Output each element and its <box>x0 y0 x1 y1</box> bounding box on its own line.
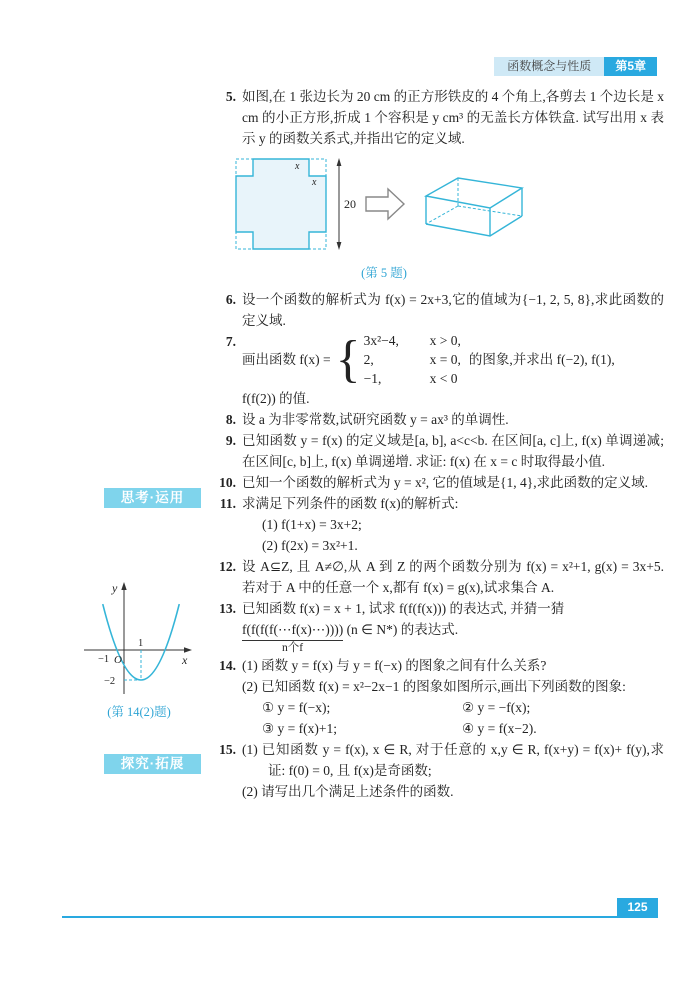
origin-label: O <box>114 654 122 666</box>
sub-item-1: (1) 已知函数 y = f(x), x ∈ R, 对于任意的 x,y ∈ R, f(x+y) = f(x)+ f(y),求证: f(0) = 0, 且 f(x)是奇函数; <box>242 742 664 778</box>
option-3: ③ y = f(x)+1; <box>262 721 337 736</box>
problem-text <box>242 739 664 802</box>
box-hidden-edges <box>426 178 522 224</box>
problem-text-continued: f(f(2)) 的值. <box>242 391 310 406</box>
footer-rule <box>62 916 658 918</box>
problem-number: 6. <box>225 292 236 307</box>
x-axis-label: x <box>182 653 188 667</box>
piece-expr: −1, <box>363 371 382 386</box>
cut-size-label-top: x <box>295 161 300 172</box>
sub-item-1: (1) 函数 y = f(x) 与 y = f(−x) 的图象之间有什么关系? <box>242 658 547 673</box>
piece-cond: x = 0, <box>429 352 461 367</box>
problem-number: 11. <box>219 496 236 511</box>
x-axis-arrow-icon <box>184 647 192 652</box>
problem-text: 设一个函数的解析式为 f(x) = 2x+3,它的值域为{−1, 2, 5, 8},求此函数的定义域. <box>242 292 664 328</box>
problem-10 <box>212 472 664 493</box>
box-top-rim <box>426 178 522 208</box>
problem-5 <box>212 86 664 149</box>
problem-number: 12. <box>219 559 236 574</box>
figure-problem-14-graph <box>78 576 200 721</box>
piece-cond: x < 0 <box>429 371 458 386</box>
problem-12 <box>212 556 664 598</box>
problem-13-tail: (n ∈ N*) 的表达式. <box>343 622 459 637</box>
problem-14 <box>212 655 664 739</box>
problem-text: 如图,在 1 张边长为 20 cm 的正方形铁皮的 4 个角上,各剪去 1 个边长是 x cm 的小正方形,折成 1 个容积是 y cm³ 的无盖长方体铁盒. 试写出用 x 表示 y 的函数关系式,并指出它的定义域. <box>242 89 664 146</box>
problem-13-line1: 已知函数 f(x) = x + 1, 试求 f(f(f(x))) 的表达式, 并猜一猜 <box>242 601 565 616</box>
problem-number: 5. <box>225 89 236 104</box>
problem-number: 9. <box>225 433 236 448</box>
problem-15 <box>212 739 664 802</box>
problem-text: 已知一个函数的解析式为 y = x², 它的值域是{1, 4},求此函数的定义域. <box>242 475 648 490</box>
left-brace: { <box>335 331 361 388</box>
problem-13 <box>212 598 664 655</box>
problem-number: 8. <box>225 412 236 427</box>
problem-8 <box>212 409 664 430</box>
piece-cond: x > 0, <box>429 333 461 348</box>
cut-corner-square <box>236 159 326 249</box>
underbrace-expression <box>242 619 343 655</box>
problem-text: 设 a 为非零常数,试研究函数 y = ax³ 的单调性. <box>242 412 509 427</box>
sub-item-2: (2) f(2x) = 3x²+1. <box>262 538 358 553</box>
y-axis-arrow-icon <box>121 582 126 590</box>
figure-5-drawing <box>226 154 542 258</box>
sub-item-2: (2) 请写出几个满足上述条件的函数. <box>242 784 454 799</box>
piecewise-function <box>242 331 664 388</box>
y-axis-label: y <box>112 581 118 595</box>
section-label-explore-extend: 探究·拓展 <box>104 754 201 774</box>
problem-9 <box>212 430 664 472</box>
problem-6 <box>212 289 664 331</box>
figure-caption-5: (第 5 题) <box>361 266 407 280</box>
page-number-badge: 125 <box>617 898 658 917</box>
problem-number: 13. <box>219 601 236 616</box>
y-tick-minus2: −2 <box>104 676 116 687</box>
transform-arrow-icon <box>366 189 404 219</box>
piece-expr: 2, <box>363 352 374 367</box>
problem-number: 7. <box>225 334 236 349</box>
problem-11 <box>212 493 664 556</box>
dimension-arrow-bottom-icon <box>337 242 342 250</box>
figure-problem-5 <box>226 154 542 264</box>
parabola-plot <box>78 576 200 698</box>
x-tick-minus1: −1 <box>98 654 110 665</box>
problem-number: 15. <box>219 742 236 757</box>
piecewise-prefix: 画出函数 f(x) = <box>242 352 331 367</box>
option-4: ④ y = f(x−2). <box>462 721 537 736</box>
problem-text <box>242 598 664 655</box>
problem-13-line2 <box>242 619 664 655</box>
option-2: ② y = −f(x); <box>462 700 531 715</box>
cut-size-label-side: x <box>312 177 317 188</box>
nested-f-expression: f(f(f(f(⋯f(x)⋯)))) <box>242 619 343 641</box>
box-bottom-edges <box>426 216 522 236</box>
dimension-arrow-top-icon <box>337 158 342 166</box>
problem-number: 10. <box>219 475 236 490</box>
option-grid <box>262 697 664 739</box>
problem-intro: 求满足下列条件的函数 f(x)的解析式: <box>242 496 459 511</box>
piece-expr: 3x²−4, <box>363 333 399 348</box>
problem-list <box>212 86 664 802</box>
option-1: ① y = f(−x); <box>262 700 331 715</box>
open-box-drawing <box>426 178 522 236</box>
piecewise-suffix: 的图象,并求出 f(−2), f(1), <box>468 352 615 367</box>
chapter-number-badge: 第5章 <box>604 57 657 76</box>
problem-number: 14. <box>219 658 236 673</box>
problem-text <box>242 493 664 556</box>
section-label-think-apply: 思考·运用 <box>104 488 201 508</box>
underbrace-label: n个f <box>282 642 304 654</box>
dimension-label: 20 <box>344 197 356 211</box>
sub-item-1: (1) f(1+x) = 3x+2; <box>262 517 362 532</box>
problem-text <box>242 655 664 739</box>
chapter-title: 函数概念与性质 <box>494 57 604 76</box>
chapter-header <box>494 57 657 76</box>
problem-text: 已知函数 y = f(x) 的定义域是[a, b], a<c<b. 在区间[a, c]上, f(x) 单调递减;在区间[c, b]上, f(x) 单调递增. 求证: f(x) 在 x = c 时取得最小值. <box>242 433 664 469</box>
figure-caption-14: (第 14(2)题) <box>107 705 171 719</box>
problem-7 <box>212 331 664 409</box>
piecewise-rows <box>364 331 461 388</box>
x-tick-1: 1 <box>138 638 144 649</box>
sub-item-2: (2) 已知函数 f(x) = x²−2x−1 的图象如图所示,画出下列函数的图象: <box>242 679 626 694</box>
problem-text: 设 A⊆Z, 且 A≠∅,从 A 到 Z 的两个函数分别为 f(x) = x²+1, g(x) = 3x+5. 若对于 A 中的任意一个 x,都有 f(x) = g(x),试求集合 A. <box>242 559 664 595</box>
problem-text <box>242 331 664 409</box>
